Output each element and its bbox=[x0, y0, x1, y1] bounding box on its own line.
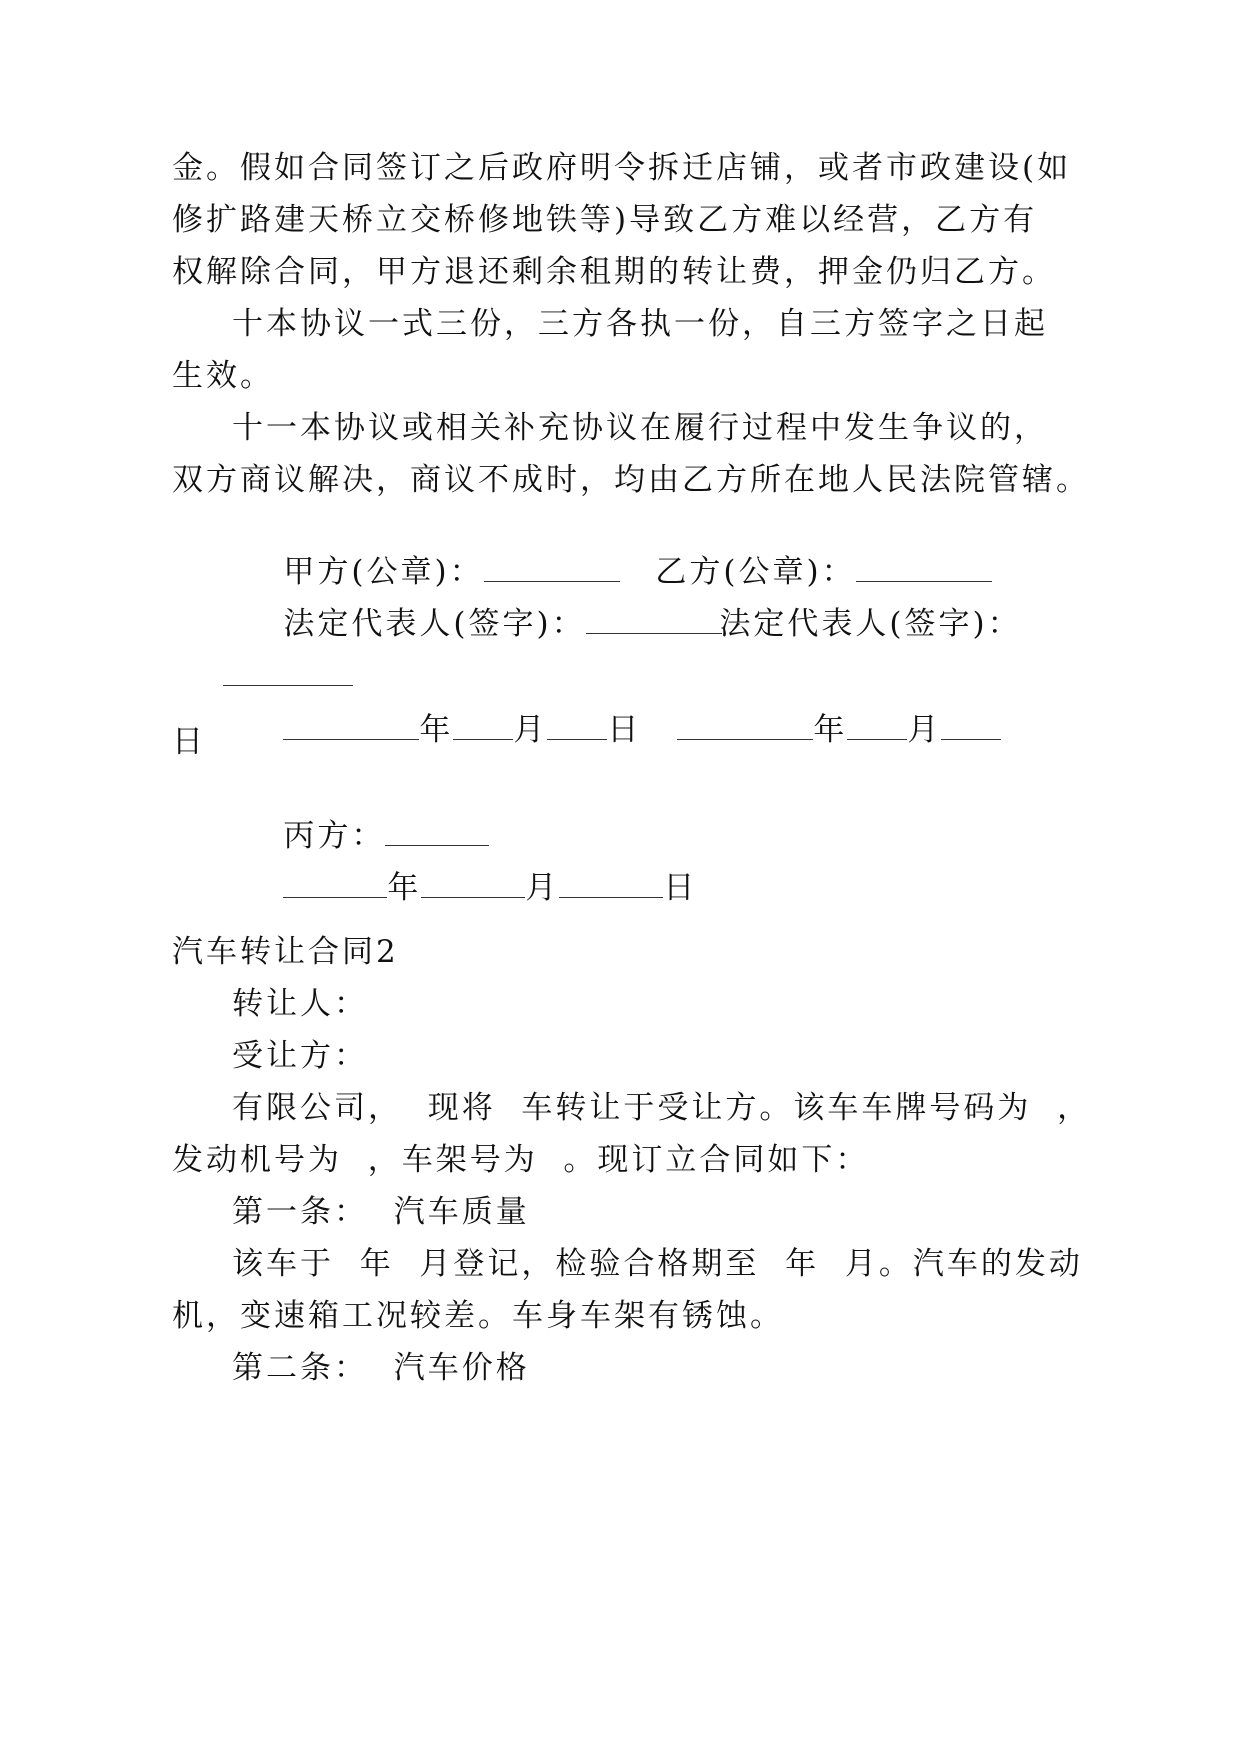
year-blank bbox=[283, 711, 419, 740]
month-label: 月 bbox=[513, 712, 548, 748]
month-label: 月 bbox=[525, 870, 560, 906]
paragraph-line: 权解除合同，甲方退还剩余租期的转让费，押金仍归乙方。 bbox=[172, 254, 1056, 290]
day-blank bbox=[547, 711, 607, 740]
intro-line: 有限公司， 现将 车转让于受让方。该车车牌号码为 ， bbox=[232, 1090, 1092, 1126]
rep-b-line bbox=[668, 564, 1022, 684]
paragraph-line: 生效。 bbox=[172, 358, 274, 394]
year-label: 年 bbox=[387, 870, 422, 906]
year-label: 年 bbox=[813, 712, 848, 748]
date-a-line bbox=[232, 670, 641, 790]
contract2-title: 汽车转让合同2 bbox=[172, 934, 399, 970]
month-blank bbox=[453, 711, 513, 740]
party-a-label: 甲方(公章)： bbox=[283, 554, 484, 590]
article-one-text: 该车于 年 月登记，检验合格期至 年 月。汽车的发动 bbox=[232, 1246, 1083, 1282]
transferee-line: 受让方： bbox=[232, 1038, 368, 1074]
article-two-title: 第二条： 汽车价格 bbox=[232, 1350, 530, 1386]
day-blank bbox=[941, 711, 1001, 740]
article-one-text: 机，变速箱工况较差。车身车架有锈蚀。 bbox=[172, 1298, 784, 1334]
paragraph-line: 双方商议解决，商议不成时，均由乙方所在地人民法院管辖。 bbox=[172, 462, 1090, 498]
month-label: 月 bbox=[907, 712, 942, 748]
day-label: 日 bbox=[607, 712, 642, 748]
intro-line: 发动机号为 ，车架号为 。现订立合同如下： bbox=[172, 1142, 870, 1178]
article-one-title: 第一条： 汽车质量 bbox=[232, 1194, 530, 1230]
month-blank bbox=[421, 869, 525, 898]
date-b-line bbox=[626, 670, 1001, 790]
rep-b-label: 法定代表人(签字)： bbox=[719, 606, 1022, 642]
year-blank bbox=[677, 711, 813, 740]
month-blank bbox=[847, 711, 907, 740]
party-b-label: 乙方(公章)： bbox=[655, 554, 856, 590]
date-c-line bbox=[232, 828, 697, 948]
year-label: 年 bbox=[419, 712, 454, 748]
date-b-day-line: 日 bbox=[172, 724, 206, 760]
day-blank bbox=[559, 869, 663, 898]
paragraph-line: 修扩路建天桥立交桥修地铁等)导致乙方难以经营，乙方有 bbox=[172, 202, 1038, 238]
paragraph-line: 金。假如合同签订之后政府明令拆迁店铺，或者市政建设(如 bbox=[172, 150, 1072, 186]
transferor-line: 转让人： bbox=[232, 986, 368, 1022]
clause-ten-line: 十本协议一式三份，三方各执一份，自三方签字之日起 bbox=[232, 306, 1048, 342]
day-label: 日 bbox=[663, 870, 698, 906]
year-blank bbox=[283, 869, 387, 898]
party-c-label: 丙方： bbox=[283, 818, 386, 854]
clause-eleven-line: 十一本协议或相关补充协议在履行过程中发生争议的， bbox=[232, 410, 1048, 446]
rep-a-label: 法定代表人(签字)： bbox=[283, 606, 586, 642]
